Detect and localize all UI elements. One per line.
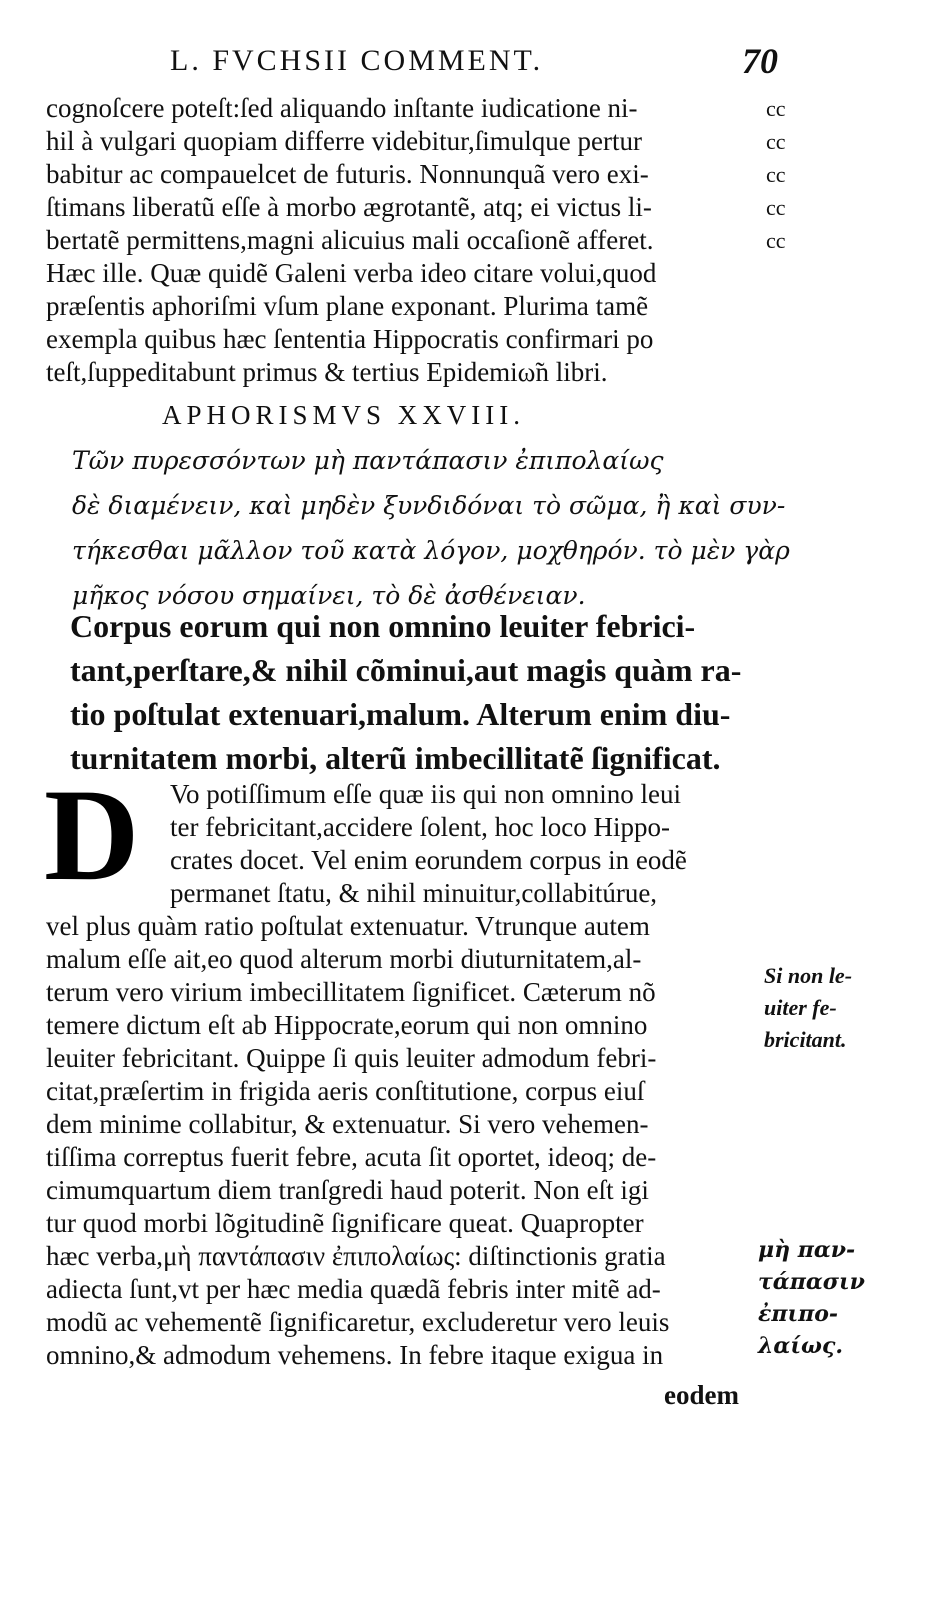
quote-mark: cc	[766, 162, 786, 187]
margin-note-greek	[758, 1234, 865, 1362]
body-text-top	[46, 92, 756, 389]
quote-mark: cc	[766, 129, 786, 154]
text-line: hil à vulgari quopiam differre videbitur,ſimulque pertur	[46, 126, 643, 156]
text-line: præſentis aphoriſmi vſum plane exponant. Plurima tamẽ	[46, 291, 649, 321]
text-line: omnino,& admodum vehemens. In febre itaque exigua in	[46, 1340, 664, 1370]
quotation-marks	[766, 92, 786, 257]
text-line: hæc verba,μὴ παντάπασιν ἐπιπολαίως: diſtinctionis gratia	[46, 1241, 666, 1271]
drop-cap: D	[44, 761, 140, 908]
catchword: eodem	[664, 1380, 739, 1410]
text-line: teſt,ſuppeditabunt primus & tertius Epidemiω̃n libri.	[46, 357, 608, 387]
text-line: Hæc ille. Quæ quidẽ Galeni verba ideo citare volui,quod	[46, 258, 657, 288]
text-line: ter febricitant,accidere ſolent, hoc loco Hippo-	[170, 812, 671, 842]
text-line: malum eſſe ait,eo quod alterum morbi diuturnitatem,al-	[46, 944, 642, 974]
text-line: cimumquartum diem tranſgredi haud poterit. Non eſt igi	[46, 1175, 649, 1205]
text-line: citat,præſertim in frigida aeris conſtitutione, corpus eiuſ	[46, 1076, 645, 1106]
text-line: ſtimans liberatũ eſſe à morbo ægrotantẽ, atq; ei victus li-	[46, 192, 652, 222]
translation-line: Corpus eorum qui non omnino leuiter febrici-	[70, 608, 696, 644]
text-line: temere dictum eſt ab Hippocrate,eorum qui non omnino	[46, 1010, 648, 1040]
translation-line: turnitatem morbi, alterũ imbecillitatẽ ſignificat.	[70, 740, 721, 776]
aphorism-heading: APHORISMVS XXVIII.	[162, 400, 526, 430]
text-line: cognoſcere poteſt:ſed aliquando inſtante iudicatione ni-	[46, 93, 638, 123]
margin-note-line: Si non le-	[764, 963, 853, 988]
margin-note-line: bricitant.	[764, 1027, 847, 1052]
text-line: vel plus quàm ratio poſtulat extenuatur. Vtrunque autem	[46, 911, 650, 941]
text-line: bertatẽ permittens,magni alicuius mali occaſionẽ afferet.	[46, 225, 654, 255]
margin-note-line: λαίως.	[758, 1333, 844, 1359]
text-line: Vo potiſſimum eſſe quæ iis qui non omnino leui	[170, 779, 682, 809]
greek-line: μῆκος νόσου σημαίνει, τὸ δὲ ἀσθένειαν.	[72, 581, 586, 610]
margin-note-line: μὴ παν-	[758, 1237, 856, 1263]
text-line: terum vero virium imbecillitatem ſignificet. Cæterum nõ	[46, 977, 656, 1007]
text-line: dem minime collabitur, & extenuatur. Si vero vehemen-	[46, 1109, 649, 1139]
text-line: babitur ac compauelcet de futuris. Nonnunquã vero exi-	[46, 159, 649, 189]
greek-line: Τῶν πυρεσσόντων μὴ παντάπασιν ἐπιπολαίως	[72, 446, 664, 475]
margin-note	[764, 960, 852, 1056]
translation-line: tant,perſtare,& nihil cõminui,aut magis quàm ra-	[70, 652, 742, 688]
text-line: permanet ſtatu, & nihil minuitur,collabitúrue,	[170, 878, 658, 908]
running-head: L. FVCHSII COMMENT.	[170, 44, 544, 77]
text-line: adiecta ſunt,vt per hæc media quædã febris inter mitẽ ad-	[46, 1274, 661, 1304]
margin-note-line: τάπασιν	[758, 1269, 865, 1295]
greek-aphorism	[72, 438, 790, 618]
text-line: leuiter febricitant. Quippe ſi quis leuiter admodum febri-	[46, 1043, 657, 1073]
text-line: exempla quibus hæc ſententia Hippocratis confirmari po	[46, 324, 654, 354]
quote-mark: cc	[766, 228, 786, 253]
greek-line: δὲ διαμένειν, καὶ μηδὲν ξυνδιδόναι τὸ σῶμα, ἢ καὶ συν-	[72, 491, 786, 520]
text-line: modũ ac vehementẽ ſignificaretur, excluderetur vero leuis	[46, 1307, 670, 1337]
text-line: tiſſima correptus fuerit febre, acuta ſit oportet, ideoq; de-	[46, 1142, 657, 1172]
quote-mark: cc	[766, 195, 786, 220]
text-line: tur quod morbi lõgitudinẽ ſignificare queat. Quapropter	[46, 1208, 644, 1238]
latin-translation	[70, 604, 760, 780]
margin-note-line: ἐπιπο-	[758, 1301, 839, 1327]
margin-note-line: uiter fe-	[764, 995, 837, 1020]
text-line: crates docet. Vel enim eorundem corpus in eodẽ	[170, 845, 687, 875]
quote-mark: cc	[766, 96, 786, 121]
translation-line: tio poſtulat extenuari,malum. Alterum enim diu-	[70, 696, 731, 732]
greek-line: τήκεσθαι μᾶλλον τοῦ κατὰ λόγον, μοχθηρόν. τὸ μὲν γὰρ	[72, 536, 790, 565]
folio-number: 70	[742, 41, 778, 81]
commentary-text	[44, 761, 756, 1372]
